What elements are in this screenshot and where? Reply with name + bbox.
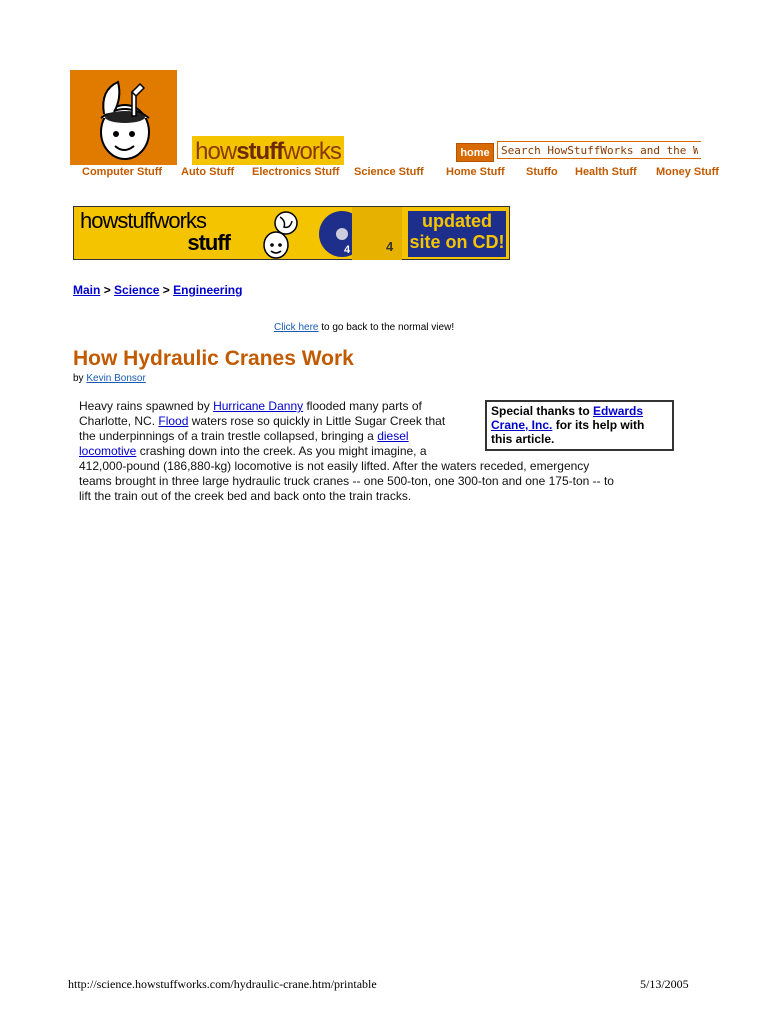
normal-view-text: to go back to the normal view! bbox=[318, 322, 455, 333]
logo-word-how: how bbox=[195, 138, 237, 165]
byline bbox=[73, 373, 146, 384]
text: Heavy rains spawned by bbox=[79, 399, 214, 413]
text: Charlotte, NC. bbox=[79, 414, 159, 428]
byline-by: by bbox=[73, 373, 84, 384]
nav-money-stuff[interactable]: Money Stuff bbox=[656, 166, 719, 178]
body-line: 412,000-pound (186,880-kg) locomotive is not easily lifted. After the waters receded, emergency bbox=[79, 459, 590, 473]
cd-case-icon bbox=[352, 207, 402, 260]
body-line: lift the train out of the creek bed and back onto the train tracks. bbox=[79, 489, 412, 503]
globe-head-icon bbox=[254, 209, 314, 259]
logo-word-stuff: stuff bbox=[236, 138, 284, 165]
footer-url: http://science.howstuffworks.com/hydraulic-crane.htm/printable bbox=[68, 977, 377, 991]
cd-banner-ad[interactable] bbox=[73, 206, 510, 260]
locomotive-link[interactable]: locomotive bbox=[79, 444, 137, 458]
banner-line2: stuff bbox=[187, 230, 230, 255]
breadcrumb-science[interactable]: Science bbox=[114, 283, 160, 297]
breadcrumb-sep: > bbox=[103, 283, 111, 297]
disc-number: 4 bbox=[344, 244, 351, 256]
normal-view-link[interactable]: Click here bbox=[274, 322, 319, 333]
body-line bbox=[79, 444, 479, 459]
hurricane-danny-link[interactable]: Hurricane Danny bbox=[213, 399, 304, 413]
text: the underpinnings of a train trestle collapsed, bringing a bbox=[79, 429, 378, 443]
nav-science-stuff[interactable]: Science Stuff bbox=[354, 166, 424, 178]
footer-date: 5/13/2005 bbox=[640, 977, 689, 991]
banner-line1: howstuffworks bbox=[80, 208, 206, 233]
author-link[interactable]: Kevin Bonsor bbox=[86, 373, 146, 384]
article-body bbox=[79, 399, 674, 504]
body-line bbox=[79, 429, 479, 444]
nav-health-stuff[interactable]: Health Stuff bbox=[575, 166, 637, 178]
flood-link[interactable]: Flood bbox=[158, 414, 189, 428]
logo-head-icon[interactable] bbox=[70, 70, 177, 165]
logo-word-works: works bbox=[283, 138, 341, 165]
breadcrumb bbox=[73, 283, 242, 297]
text: flooded many parts of bbox=[303, 399, 422, 413]
edwards-crane-link[interactable]: Edwards Crane, Inc. bbox=[491, 404, 644, 432]
nav-auto-stuff[interactable]: Auto Stuff bbox=[181, 166, 235, 178]
diesel-link[interactable]: diesel bbox=[377, 429, 409, 443]
nav-electronics-stuff[interactable]: Electronics Stuff bbox=[252, 166, 340, 178]
search-input[interactable] bbox=[497, 141, 701, 159]
nav-stuffo[interactable]: Stuffo bbox=[526, 166, 558, 178]
body-line: teams brought in three large hydraulic truck cranes -- one 500-ton, one 300-ton and one 175-ton -- to bbox=[79, 474, 614, 488]
text: waters rose so quickly in Little Sugar Creek that bbox=[188, 414, 446, 428]
body-line bbox=[79, 414, 479, 429]
banner-wordmark bbox=[80, 210, 250, 254]
logo-wordmark[interactable] bbox=[192, 136, 344, 165]
breadcrumb-engineering[interactable]: Engineering bbox=[173, 283, 243, 297]
article-title: How Hydraulic Cranes Work bbox=[73, 347, 354, 370]
banner-cta: updated site on CD! bbox=[408, 211, 506, 257]
category-nav bbox=[82, 166, 719, 182]
thanks-prefix: Special thanks to bbox=[491, 404, 594, 418]
breadcrumb-main[interactable]: Main bbox=[73, 283, 101, 297]
case-number: 4 bbox=[386, 239, 394, 254]
thanks-suffix: for its help with this article. bbox=[491, 418, 645, 446]
nav-home-stuff[interactable]: Home Stuff bbox=[446, 166, 505, 178]
text: crashing down into the creek. As you might imagine, a bbox=[136, 444, 427, 458]
body-line bbox=[79, 399, 479, 414]
nav-computer-stuff[interactable]: Computer Stuff bbox=[82, 166, 163, 178]
breadcrumb-sep: > bbox=[162, 283, 170, 297]
normal-view-note bbox=[274, 322, 454, 333]
home-button[interactable]: home bbox=[456, 143, 494, 162]
